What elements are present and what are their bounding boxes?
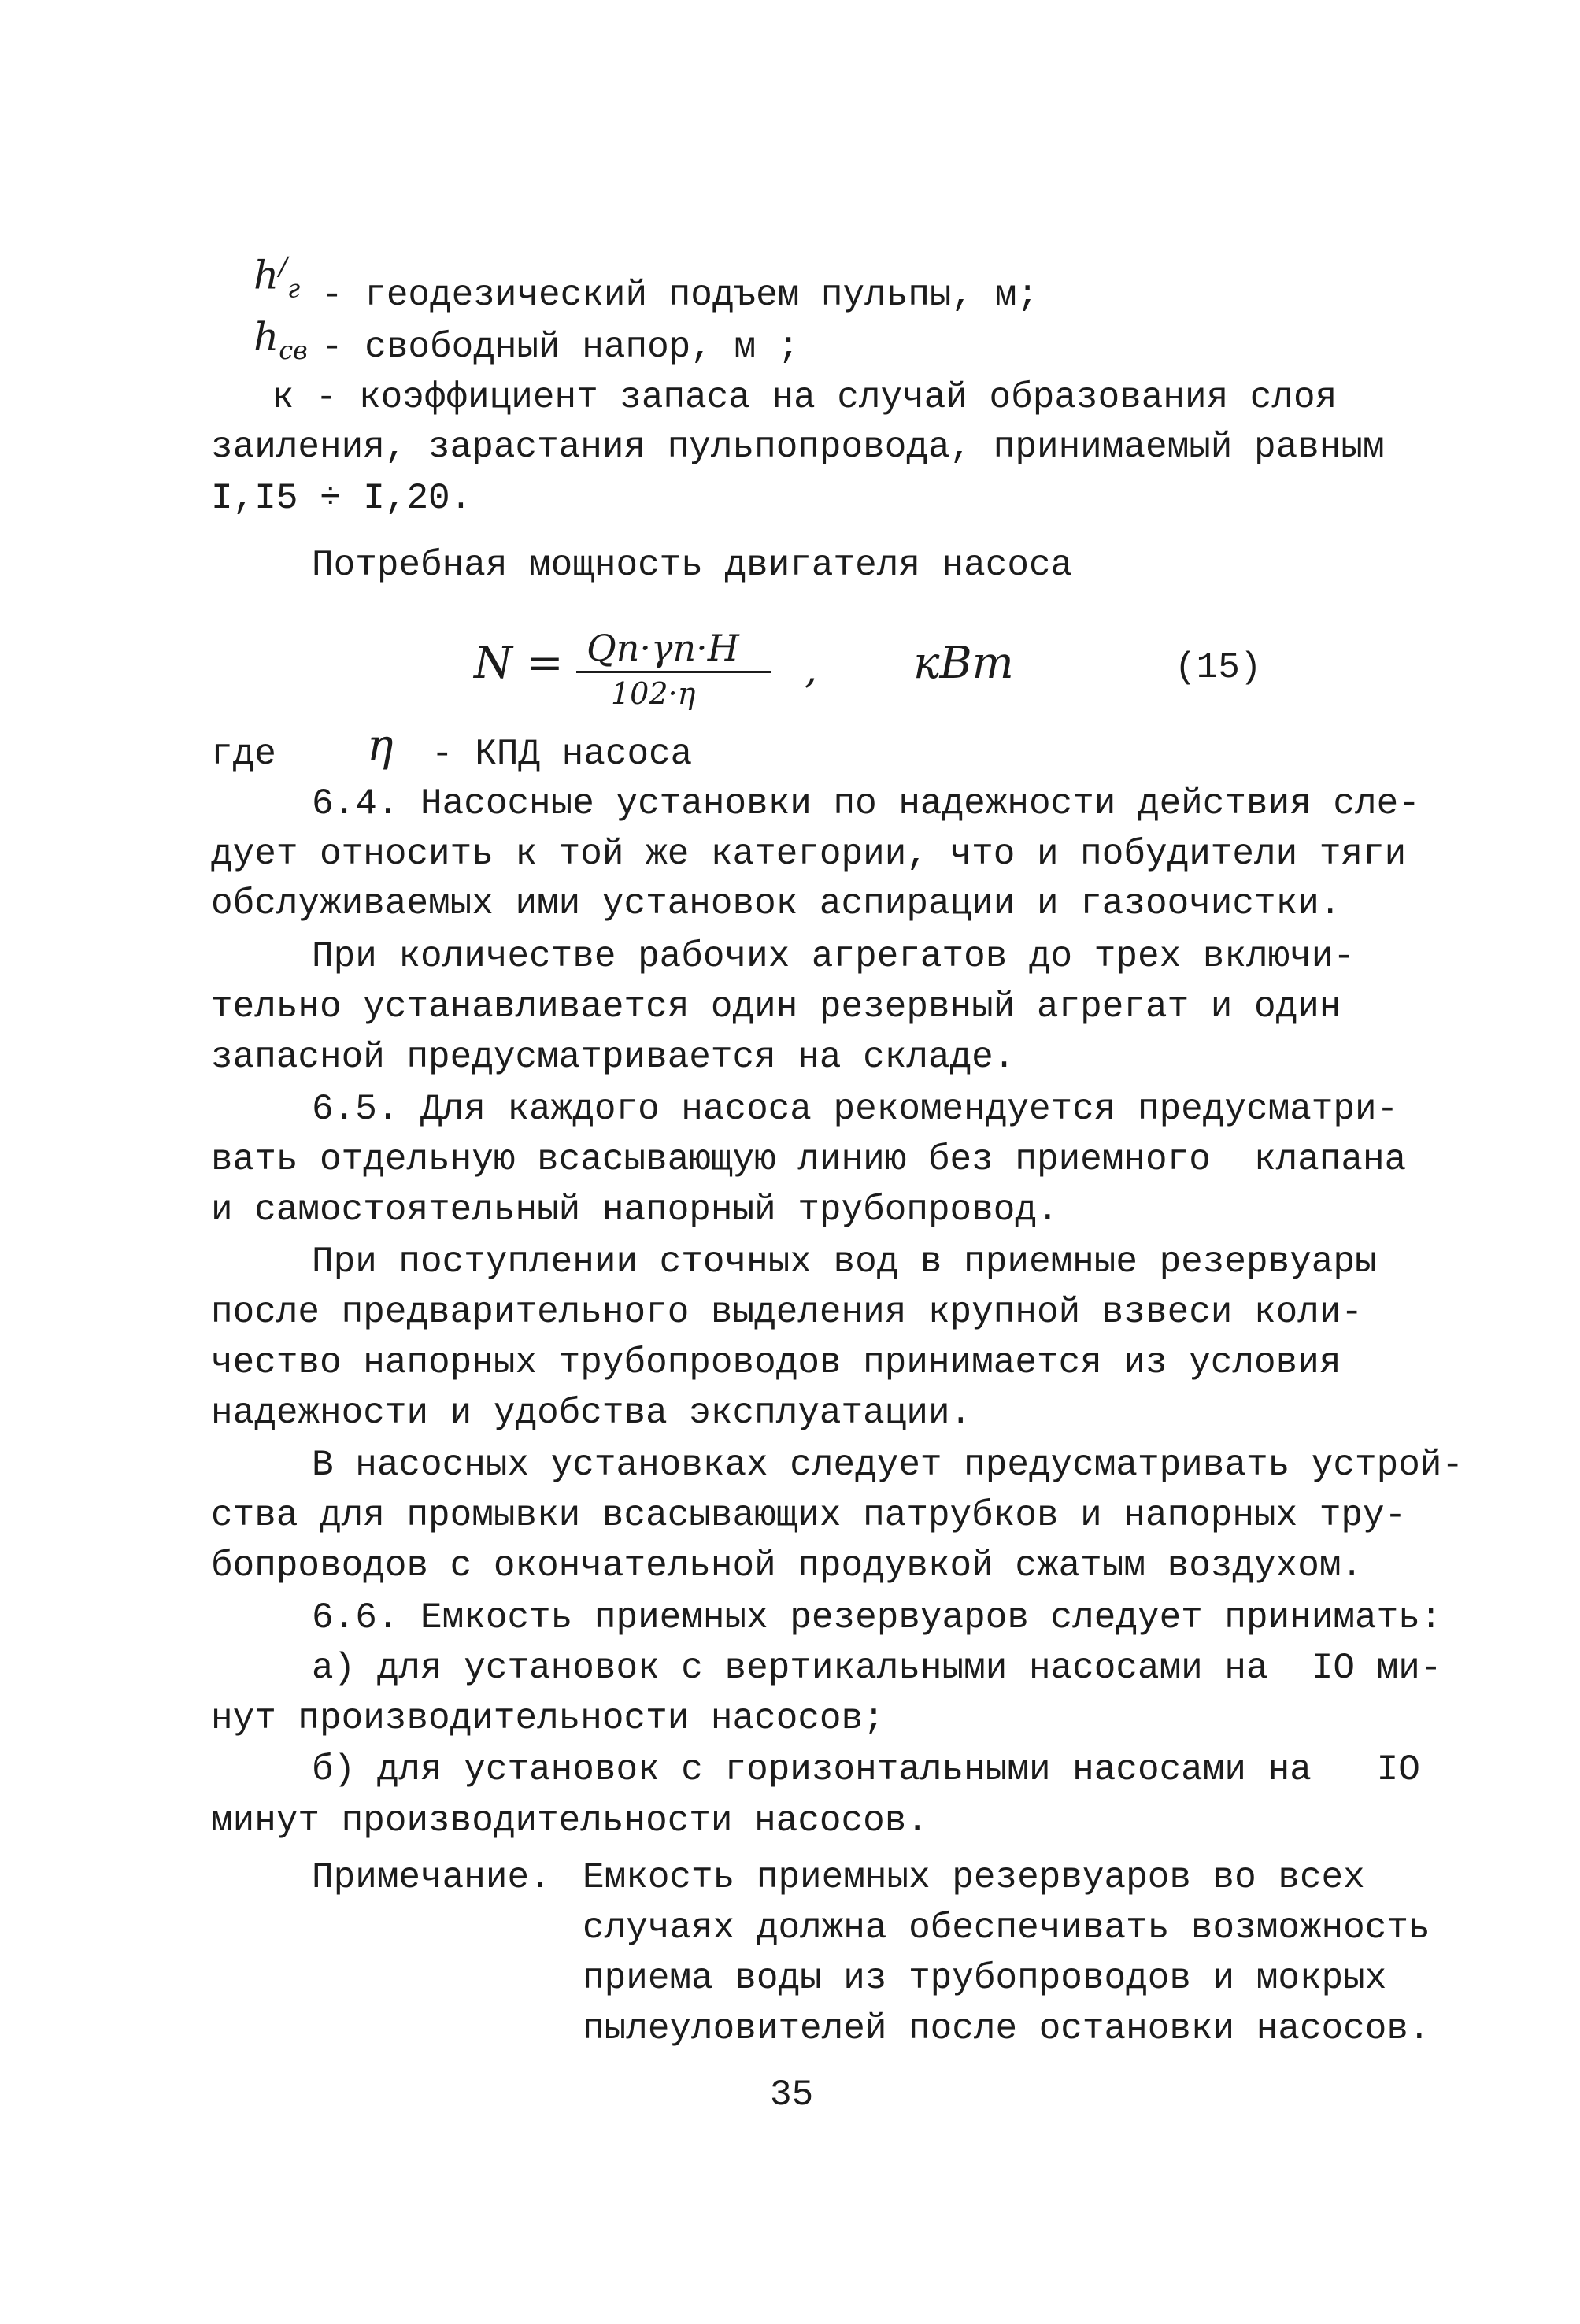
def-line-h-sv: - свободный напор, м ; (321, 327, 800, 368)
formula-lhs: N = (474, 638, 564, 689)
fraction-bar (576, 671, 771, 673)
note-line: приема воды из трубопроводов и мокрых (583, 1958, 1387, 1999)
body-line: а) для установок с вертикальными насосами на IO ми- (312, 1648, 1442, 1689)
coef-line-2: заиления, зарастания пульпопровода, принимаемый равным (211, 427, 1385, 468)
where-word: где (211, 734, 276, 775)
body-line: 6.4. Насосные установки по надежности действия сле- (312, 783, 1420, 824)
formula-denominator: 102·η (611, 676, 696, 711)
body-line: 6.6. Емкость приемных резервуаров следует принимать: (312, 1597, 1442, 1638)
note-line: пылеуловителей после остановки насосов. (583, 2008, 1430, 2049)
formula-unit: кВт (913, 638, 1014, 689)
power-heading: Потребная мощность двигателя насоса (312, 545, 1073, 586)
body-line: после предварительного выделения крупной взвеси коли- (211, 1292, 1364, 1333)
body-line: При количестве рабочих агрегатов до трех включи- (312, 936, 1356, 977)
body-line: надежности и удобства эксплуатации. (211, 1393, 972, 1434)
eta-symbol: η (367, 720, 394, 772)
body-line: ства для промывки всасывающих патрубков и напорных тру- (211, 1495, 1407, 1536)
body-line: нут производительности насосов; (211, 1698, 885, 1739)
body-line: минут производительности насосов. (211, 1800, 928, 1841)
formula-numerator: Qп·γп·H (586, 627, 739, 669)
coef-line-3: I,I5 ÷ I,20. (211, 478, 472, 519)
body-line: обслуживаемых ими установок аспирации и газоочистки. (211, 883, 1341, 924)
note-line: Емкость приемных резервуаров во всех (583, 1857, 1365, 1898)
body-line: При поступлении сточных вод в приемные резервуары (312, 1242, 1377, 1282)
symbol-h-sv: $h_{св}$ (253, 314, 308, 365)
body-line: и самостоятельный напорный трубопровод. (211, 1190, 1059, 1230)
body-line: запасной предусматривается на складе. (211, 1037, 1016, 1078)
body-line: бопроводов с окончательной продувкой сжатым воздухом. (211, 1545, 1364, 1586)
body-line: чество напорных трубопроводов принимается из условия (211, 1342, 1341, 1383)
body-line: дует относить к той же категории, что и побудители тяги (211, 834, 1407, 875)
body-line: 6.5. Для каждого насоса рекомендуется предусматри- (312, 1089, 1399, 1130)
where-text: - КПД насоса (431, 734, 693, 775)
body-line: тельно устанавливается один резервный агрегат и один (211, 986, 1341, 1027)
page-number: 35 (770, 2074, 814, 2115)
symbol-h-g: $h^/_г$ (253, 251, 301, 304)
def-line-h-g: - геодезический подъем пульпы, м; (321, 275, 1038, 316)
formula-comma: , (805, 646, 817, 692)
body-line: В насосных установках следует предусматривать устрой- (312, 1445, 1464, 1486)
body-line: б) для установок с горизонтальными насосами на IO (312, 1749, 1420, 1790)
body-line: вать отдельную всасывающую линию без приемного клапана (211, 1139, 1407, 1180)
note-label: Примечание. (312, 1857, 551, 1898)
formula-number: (15) (1175, 647, 1262, 688)
note-line: случаях должна обеспечивать возможность (583, 1908, 1430, 1948)
coef-line-1: к - коэффициент запаса на случай образования слоя (250, 377, 1338, 418)
